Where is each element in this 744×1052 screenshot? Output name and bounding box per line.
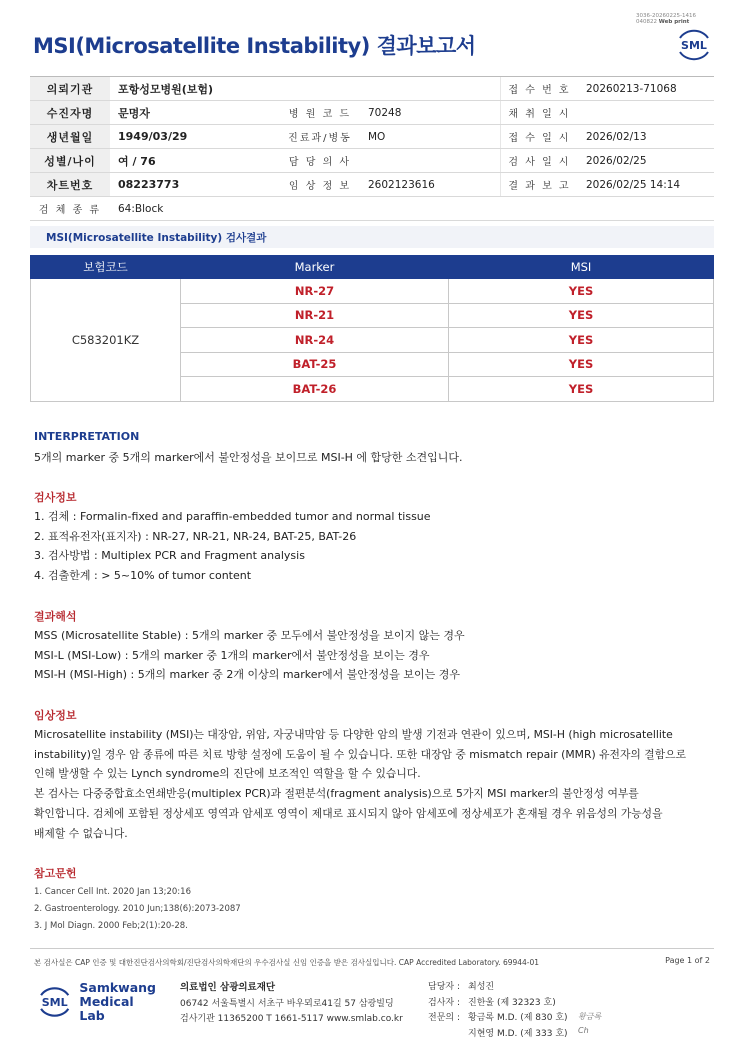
marker-cell: NR-24 xyxy=(181,328,449,353)
staff-name: 진한울 (제 32323 호) xyxy=(468,997,556,1008)
header-msi: MSI xyxy=(449,256,714,279)
info-cell: 생년월일 xyxy=(30,125,110,148)
test-info-list xyxy=(34,507,714,586)
info-cell: 병 원 코 드 xyxy=(288,109,352,120)
info-cell: 2026/02/25 xyxy=(586,154,647,167)
info-cell: 포항성모병원(보험) xyxy=(118,82,214,96)
table-row xyxy=(31,279,714,304)
info-cell: 2026/02/25 14:14 xyxy=(586,178,681,191)
info-cell: 결 과 보 고 xyxy=(500,173,578,196)
clinical-line: Microsatellite instability (MSI)는 대장암, 위암, 자궁내막암 등 다양한 암의 발생 기전과 연관이 있으며, MSI-H (high microsatellite xyxy=(34,728,673,741)
msi-cell: YES xyxy=(449,279,714,304)
info-cell: 성별/나이 xyxy=(30,149,110,172)
clinical-text xyxy=(34,725,714,843)
result-interp-title: 결과해석 xyxy=(34,610,77,623)
info-cell: 수진자명 xyxy=(30,101,110,124)
info-cell: 08223773 xyxy=(118,178,180,191)
marker-cell: NR-27 xyxy=(181,279,449,304)
list-item: MSS (Microsatellite Stable) : 5개의 marker 중 모두에서 불안정성을 보이지 않는 경우 xyxy=(34,629,465,642)
msi-result-table xyxy=(30,255,714,402)
patient-info-table xyxy=(30,76,714,221)
staff-role: 담당자 : xyxy=(428,982,460,992)
info-cell: 여 / 76 xyxy=(118,154,156,168)
staff-name: 최성진 xyxy=(468,982,495,992)
interpretation-text: 5개의 marker 중 5개의 marker에서 불안정성을 보이므로 MSI-H 에 합당한 소견입니다. xyxy=(34,451,463,464)
accreditation-note: 본 검사실은 CAP 인증 및 대한진단검사의학회/진단검사의학재단의 우수검사실 신임 인증을 받은 검사실입니다. CAP Accredited Laboratory. 69944-01 xyxy=(34,958,540,967)
staff-name: 황금록 M.D. (제 830 호) xyxy=(468,1013,568,1023)
brand-name: Samkwang Medical Lab xyxy=(79,980,156,1023)
info-cell: 1949/03/29 xyxy=(118,130,188,143)
staff-role xyxy=(428,1027,468,1043)
references-list xyxy=(34,884,241,935)
info-cell: 차트번호 xyxy=(30,173,110,196)
sml-logo-icon xyxy=(674,26,714,64)
svg-text:SML: SML xyxy=(681,39,707,52)
info-row xyxy=(30,101,714,125)
list-item: 3. J Mol Diagn. 2000 Feb;2(1):20-28. xyxy=(34,921,188,931)
sml-brand-logo xyxy=(36,980,156,1024)
clinical-line: 확인합니다. 검체에 포함된 정상세포 영역과 암세포 영역이 제대로 표시되지 않아 암세포에 정상세포가 혼재될 경우 위음성의 가능성을 xyxy=(34,806,663,820)
list-item: 3. 검사방법 : Multiplex PCR and Fragment analysis xyxy=(34,549,305,563)
marker-cell: BAT-25 xyxy=(181,352,449,377)
info-cell: 2602123616 xyxy=(368,178,435,191)
list-item: MSI-L (MSI-Low) : 5개의 marker 중 1개의 marker에서 불안정성을 보이는 경우 xyxy=(34,648,430,662)
info-cell: 검 사 일 시 xyxy=(500,149,578,172)
list-item: 1. 검체 : Formalin-fixed and paraffin-embedded tumor and normal tissue xyxy=(34,510,431,523)
staff-row xyxy=(428,980,568,996)
staff-name: 지현영 M.D. (제 333 호) xyxy=(468,1028,568,1039)
clinical-line: 인해 발생할 수 있는 Lynch syndrome의 진단에 보조적인 역할을 할 수 있습니다. xyxy=(34,767,421,781)
staff-role: 전문의 : xyxy=(428,1013,460,1023)
header-marker: Marker xyxy=(181,256,449,279)
report-title: MSI(Microsatellite Instability) 결과보고서 xyxy=(33,34,476,58)
msi-cell: YES xyxy=(449,328,714,353)
test-info-title: 검사정보 xyxy=(34,491,77,504)
info-cell: 20260213-71068 xyxy=(586,82,677,95)
info-cell: 문명자 xyxy=(118,106,150,120)
info-cell: 접 수 일 시 xyxy=(500,125,578,148)
info-cell: 70248 xyxy=(368,106,402,119)
marker-cell: BAT-26 xyxy=(181,377,449,402)
result-interp-list xyxy=(34,626,714,685)
staff-role: 검사자 : xyxy=(428,997,460,1008)
msi-cell: YES xyxy=(449,303,714,328)
signature-icon: 황금록 Ch xyxy=(578,1012,602,1035)
staff-row xyxy=(428,996,568,1012)
references-title: 참고문헌 xyxy=(34,867,77,880)
info-cell: 진료과/병동 xyxy=(288,133,352,144)
print-code: 3036-20260225-1416 040822 Web print xyxy=(636,13,696,25)
specimen-row xyxy=(30,197,714,221)
page-number: Page 1 of 2 xyxy=(665,956,710,965)
list-item: MSI-H (MSI-High) : 5개의 marker 중 2개 이상의 marker에서 불안정성을 보이는 경우 xyxy=(34,668,461,682)
staff-row xyxy=(428,1011,568,1027)
msi-cell: YES xyxy=(449,352,714,377)
info-cell: 채 취 일 시 xyxy=(500,101,578,124)
list-item: 2. 표적유전자(표지자) : NR-27, NR-21, NR-24, BAT-25, BAT-26 xyxy=(34,529,357,543)
info-cell: MO xyxy=(368,130,386,143)
list-item: 4. 검출한계 : > 5~10% of tumor content xyxy=(34,569,252,583)
info-cell: 담 당 의 사 xyxy=(288,157,352,168)
info-cell: 의뢰기관 xyxy=(30,77,110,100)
header-code: 보험코드 xyxy=(31,256,181,279)
insurance-code: C583201KZ xyxy=(31,279,181,402)
list-item: 2. Gastroenterology. 2010 Jun;138(6):2073-2087 xyxy=(34,904,241,914)
info-row xyxy=(30,173,714,197)
info-row xyxy=(30,77,714,101)
clinical-line: instability)일 경우 암 종류에 따른 치료 방향 설정에 도움이 될 수 있습니다. 또한 대장암 중 mismatch repair (MMR) 유전자의 결함으로 xyxy=(34,747,687,761)
marker-cell: NR-21 xyxy=(181,303,449,328)
svg-text:SML: SML xyxy=(41,996,68,1010)
sml-logo-icon xyxy=(36,982,73,1022)
staff-info xyxy=(428,980,568,1042)
info-row xyxy=(30,125,714,149)
specimen-value: 64:Block xyxy=(118,202,164,215)
clinical-line: 본 검사는 다중중합효소연쇄반응(multiplex PCR)과 절편분석(fragment analysis)으로 5가지 MSI marker의 불안정성 여부를 xyxy=(34,787,639,801)
info-cell: 접 수 번 호 xyxy=(500,77,578,100)
specimen-label: 검 체 종 류 xyxy=(38,205,102,216)
org-info: 의료법인 삼광의료재단 06742 서울특별시 서초구 바우뫼로41길 57 삼광빌딩 검사기관 11365200 T 1661-5117 www.smlab.co.kr xyxy=(180,982,403,1024)
info-cell: 2026/02/13 xyxy=(586,130,647,143)
list-item: 1. Cancer Cell Int. 2020 Jan 13;20:16 xyxy=(34,887,191,897)
info-cell xyxy=(360,149,500,172)
info-cell xyxy=(578,101,714,124)
info-row xyxy=(30,149,714,173)
clinical-title: 임상정보 xyxy=(34,709,77,722)
clinical-line: 배제할 수 없습니다. xyxy=(34,826,128,840)
info-cell: 임 상 정 보 xyxy=(288,181,352,192)
interpretation-title: INTERPRETATION xyxy=(34,430,140,443)
staff-row xyxy=(428,1027,568,1043)
footer-divider xyxy=(30,948,714,949)
msi-cell: YES xyxy=(449,377,714,402)
result-section-title: MSI(Microsatellite Instability) 검사결과 xyxy=(30,226,714,248)
